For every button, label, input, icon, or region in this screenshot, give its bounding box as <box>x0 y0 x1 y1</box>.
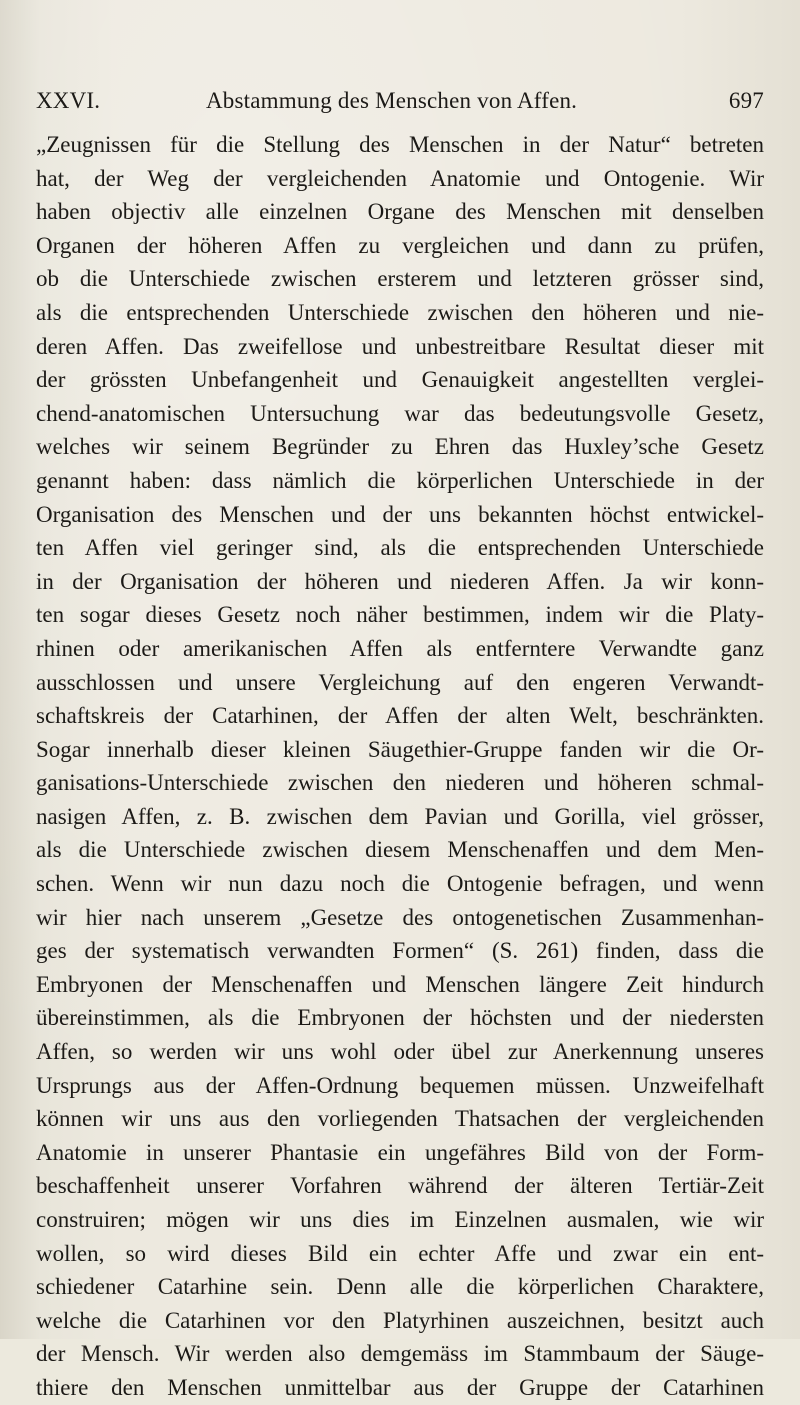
text-line: Anatomie in unserer Phantasie ein ungefähres Bild von der Form- <box>36 1139 764 1165</box>
text-line: welche die Catarhinen vor den Platyrhinen auszeichnen, besitzt auch <box>36 1307 764 1333</box>
text-line: ten sogar dieses Gesetz noch näher bestimmen, indem wir die Platy- <box>36 602 764 628</box>
text-line: als die Unterschiede zwischen diesem Menschenaffen und dem Men- <box>36 837 764 863</box>
text-line: nasigen Affen, z. B. zwischen dem Pavian und Gorilla, viel grösser, <box>36 803 764 829</box>
text-line: Embryonen der Menschenaffen und Menschen längere Zeit hindurch <box>36 971 764 997</box>
text-line: Sogar innerhalb dieser kleinen Säugethier-Gruppe fanden wir die Or- <box>36 736 764 762</box>
text-line: chend-anatomischen Untersuchung war das bedeutungsvolle Gesetz, <box>36 400 764 426</box>
text-line: hat, der Weg der vergleichenden Anatomie und Ontogenie. Wir <box>36 165 764 191</box>
text-line: als die entsprechenden Unterschiede zwischen den höheren und nie- <box>36 299 764 325</box>
text-line: ausschlossen und unsere Vergleichung auf den engeren Verwandt- <box>36 669 764 695</box>
text-line: beschaffenheit unserer Vorfahren während der älteren Tertiär-Zeit <box>36 1173 764 1199</box>
text-line: haben objectiv alle einzelnen Organe des Menschen mit denselben <box>36 199 764 225</box>
text-line: in der Organisation der höheren und niederen Affen. Ja wir konn- <box>36 568 764 594</box>
running-header <box>36 88 764 122</box>
page-number: 697 <box>728 88 764 113</box>
body-text <box>36 128 764 1405</box>
text-line: ganisations-Unterschiede zwischen den niederen und höheren schmal- <box>36 770 764 796</box>
text-line: können wir uns aus den vorliegenden Thatsachen der vergleichenden <box>36 1106 764 1132</box>
text-line: Organisation des Menschen und der uns bekannten höchst entwickel- <box>36 501 764 527</box>
text-line: ten Affen viel geringer sind, als die entsprechenden Unterschiede <box>36 535 764 561</box>
chapter-number: XXVI. <box>36 88 101 113</box>
text-line: wir hier nach unserem „Gesetze des ontogenetischen Zusammenhan- <box>36 904 764 930</box>
text-line: ob die Unterschiede zwischen ersterem und letzteren grösser sind, <box>36 266 764 292</box>
text-line: Affen, so werden wir uns wohl oder übel zur Anerkennung unseres <box>36 1039 764 1065</box>
text-line: ges der systematisch verwandten Formen“ (S. 261) finden, dass die <box>36 938 764 964</box>
text-line: schaftskreis der Catarhinen, der Affen der alten Welt, beschränkten. <box>36 703 764 729</box>
text-line: schen. Wenn wir nun dazu noch die Ontogenie befragen, und wenn <box>36 871 764 897</box>
running-title: Abstammung des Menschen von Affen. <box>206 88 578 113</box>
text-line: schiedener Catarhine sein. Denn alle die körperlichen Charaktere, <box>36 1274 764 1300</box>
text-line: thiere den Menschen unmittelbar aus der Gruppe der Catarhinen <box>36 1374 764 1400</box>
text-line: construiren; mögen wir uns dies im Einzelnen ausmalen, wie wir <box>36 1207 764 1232</box>
text-line: übereinstimmen, als die Embryonen der höchsten und der niedersten <box>36 1005 764 1031</box>
text-line: genannt haben: dass nämlich die körperlichen Unterschiede in der <box>36 467 764 493</box>
text-line: „Zeugnissen für die Stellung des Menschen in der Natur“ betreten <box>36 132 764 157</box>
text-line: Ursprungs aus der Affen-Ordnung bequemen müssen. Unzweifelhaft <box>36 1072 764 1098</box>
text-line: der Mensch. Wir werden also demgemäss im Stammbaum der Säuge- <box>36 1341 764 1367</box>
text-line: Organen der höheren Affen zu vergleichen und dann zu prüfen, <box>36 232 764 258</box>
text-line: rhinen oder amerikanischen Affen als entferntere Verwandte ganz <box>36 635 764 661</box>
text-line: deren Affen. Das zweifellose und unbestreitbare Resultat dieser mit <box>36 333 764 359</box>
text-line: wollen, so wird dieses Bild ein echter Affe und zwar ein ent- <box>36 1240 764 1266</box>
text-line: welches wir seinem Begründer zu Ehren das Huxley’sche Gesetz <box>36 434 764 460</box>
text-line: der grössten Unbefangenheit und Genauigkeit angestellten verglei- <box>36 367 764 393</box>
